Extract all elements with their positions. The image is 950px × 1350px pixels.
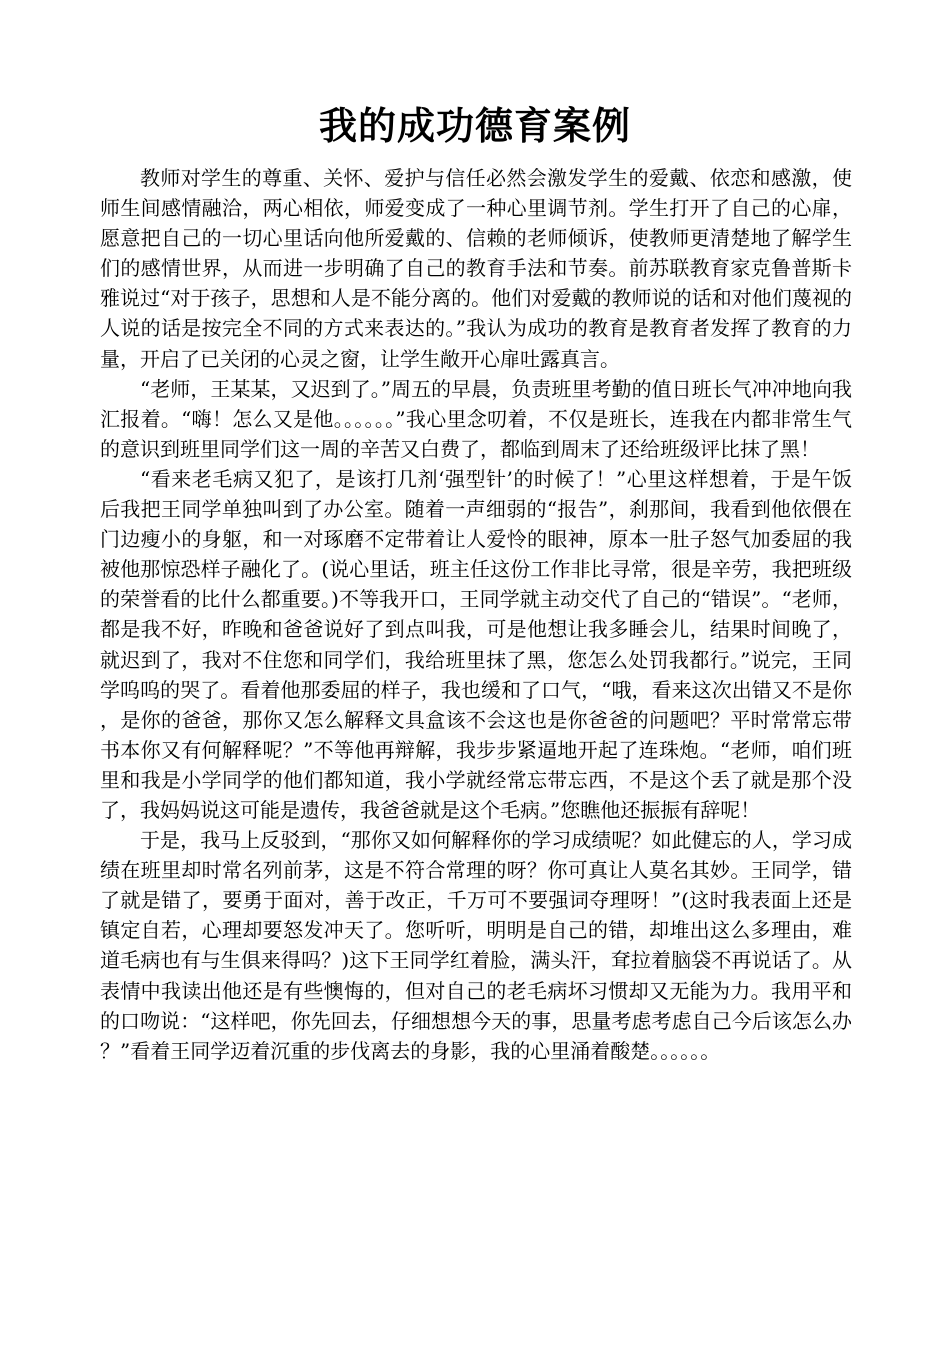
- paragraph-3: “看来老毛病又犯了，是该打几剂‘强型针’的时候了！”心里这样想着，于是午饭后我把王同学单独叫到了办公室。随着一声细弱的“报告”，刹那间，我看到他依偎在门边瘦小的身躯，和一对琢磨不定带着让人爱怜的眼神，原本一肚子怒气加委屈的我被他那惊恐样子融化了。(说心里话，班主任这份工作非比寻常，很是辛劳，我把班级的荣誉看的比什么都重要。)不等我开口，王同学就主动交代了自己的“错误”。“老师，都是我不好，昨晚和爸爸说好了到点叫我，可是他想让我多睡会儿，结果时间晚了，就迟到了，我对不住您和同学们，我给班里抹了黑，您怎么处罚我都行。”说完，王同学呜呜的哭了。看着他那委屈的样子，我也缓和了口气，“哦，看来这次出错又不是你，是你的爸爸，那你又怎么解释文具盒该不会这也是你爸爸的问题吧？平时常常忘带书本你又有何解释呢？”不等他再辩解，我步步紧逼地开起了连珠炮。“老师，咱们班里和我是小学同学的他们都知道，我小学就经常忘带忘西，不是这个丢了就是那个没了，我妈妈说这可能是遗传，我爸爸就是这个毛病。”您瞧他还振振有辞呢！: [100, 466, 852, 822]
- paragraph-2: “老师，王某某，又迟到了。”周五的早晨，负责班里考勤的值日班长气冲冲地向我汇报着。“嗨！怎么又是他。。。。。。”我心里念叨着，不仅是班长，连我在内都非常生气的意识到班里同学们这一周的辛苦又白费了，都临到周末了还给班级评比抹了黑！: [100, 376, 852, 461]
- document-body: [100, 163, 852, 1066]
- paragraph-1: 教师对学生的尊重、关怀、爱护与信任必然会激发学生的爱戴、依恋和感激，使师生间感情融洽，两心相依，师爱变成了一种心里调节剂。学生打开了自己的心扉，愿意把自己的一切心里话向他所爱戴的、信赖的老师倾诉，使教师更清楚地了解学生们的感情世界，从而进一步明确了自己的教育手法和节奏。前苏联教育家克鲁普斯卡雅说过“对于孩子，思想和人是不能分离的。他们对爱戴的教师说的话和对他们蔑视的人说的话是按完全不同的方式来表达的。”我认为成功的教育是教育者发挥了教育的力量，开启了已关闭的心灵之窗，让学生敞开心扉吐露真言。: [100, 166, 852, 371]
- paragraph-4: 于是，我马上反驳到，“那你又如何解释你的学习成绩呢？如此健忘的人，学习成绩在班里却时常名列前茅，这是不符合常理的呀？你可真让人莫名其妙。王同学，错了就是错了，要勇于面对，善于改正，千万可不要强词夺理呀！”(这时我表面上还是镇定自若，心理却要怒发冲天了。您听听，明明是自己的错，却堆出这么多理由，难道毛病也有与生俱来得吗？)这下王同学红着脸，满头汗，耷拉着脑袋不再说话了。从表情中我读出他还是有些懊悔的，但对自己的老毛病坏习惯却又无能为力。我用平和的口吻说：“这样吧，你先回去，仔细想想今天的事，思量考虑考虑自己今后该怎么办？”看着王同学迈着沉重的步伐离去的身影，我的心里涌着酸楚。。。。。。: [100, 828, 852, 1063]
- document-title: 我的成功德育案例: [318, 104, 631, 148]
